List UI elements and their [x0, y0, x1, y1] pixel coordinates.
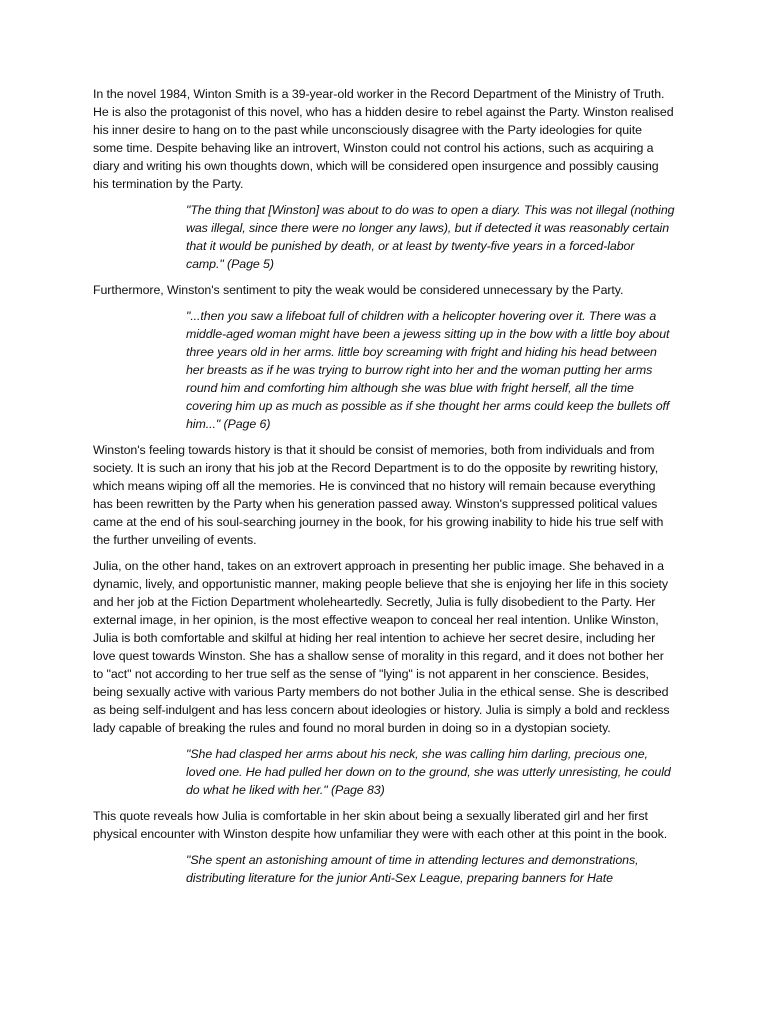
pity-paragraph: Furthermore, Winston's sentiment to pity the weak would be considered unnecessary by the Party. [93, 283, 624, 297]
document-content [93, 85, 675, 895]
diary-quote: "The thing that [Winston] was about to do was to open a diary. This was not illegal (nothing was illegal, since there were no longer any laws), but if detected it was reasonably certain that it would be punished by death, or at least by twenty-five years in a forced-labor camp." (Page 5) [186, 203, 675, 271]
julia-quote: "She had clasped her arms about his neck, she was calling him darling, precious one, loved one. He had pulled her down on to the ground, she was utterly unresisting, he could do what he liked with her." (Page 83) [186, 747, 671, 797]
quote-analysis-paragraph: This quote reveals how Julia is comfortable in her skin about being a sexually liberated girl and her first physical encounter with Winston despite how unfamiliar they were with each other at this point in the book. [93, 809, 668, 841]
hate-week-quote: "She spent an astonishing amount of time in attending lectures and demonstrations, distributing literature for the junior Anti-Sex League, preparing banners for Hate [186, 853, 639, 885]
julia-paragraph: Julia, on the other hand, takes on an extrovert approach in presenting her public image. She behaved in a dynamic, lively, and opportunistic manner, making people believe that she is enjoying her life in this society and her job at the Fiction Department wholeheartedly. Secretly, Julia is fully disobedient to the Party. Her external image, in her opinion, is the most effective weapon to conceal her real intention. Unlike Winston, Julia is both comfortable and skilful at hiding her real intention to achieve her secret desire, including her love quest towards Winston. She has a shallow sense of morality in this regard, and it does not bother her to "act" not according to her true self as the sense of "lying" is not apparent in her conscience. Besides, being sexually active with various Party members do not bother Julia in the ethical sense. She is described as being self-indulgent and has less concern about ideologies or history. Julia is simply a bold and reckless lady capable of breaking the rules and found no moral burden in doing so in a dystopian society. [93, 559, 670, 735]
lifeboat-quote: "...then you saw a lifeboat full of children with a helicopter hovering over it. There was a middle-aged woman might have been a jewess sitting up in the bow with a little boy about three years old in her arms. little boy screaming with fright and hiding his head between her breasts as if he was trying to burrow right into her and the woman putting her arms round him and comforting him although she was blue with fright herself, all the time covering him up as much as possible as if she thought her arms could keep the bullets off him..." (Page 6) [186, 309, 670, 431]
history-paragraph: Winston's feeling towards history is that it should be consist of memories, both from individuals and from society. It is such an irony that his job at the Record Department is to do the opposite by rewriting history, which means wiping off all the memories. He is convinced that no history will remain because everything has been rewritten by the Party when his generation passed away. Winston's suppressed political values came at the end of his soul-searching journey in the book, for his growing inability to hide his true self with the further unveiling of events. [93, 443, 664, 547]
intro-paragraph: In the novel 1984, Winton Smith is a 39-year-old worker in the Record Department of the Ministry of Truth. He is also the protagonist of this novel, who has a hidden desire to rebel against the Party. Winston realised his inner desire to hang on to the past while unconsciously disagree with the Party ideologies for quite some time. Despite behaving like an introvert, Winston could not control his actions, such as acquiring a diary and writing his own thoughts down, which will be considered open insurgence and possibly causing his termination by the Party. [93, 87, 674, 191]
